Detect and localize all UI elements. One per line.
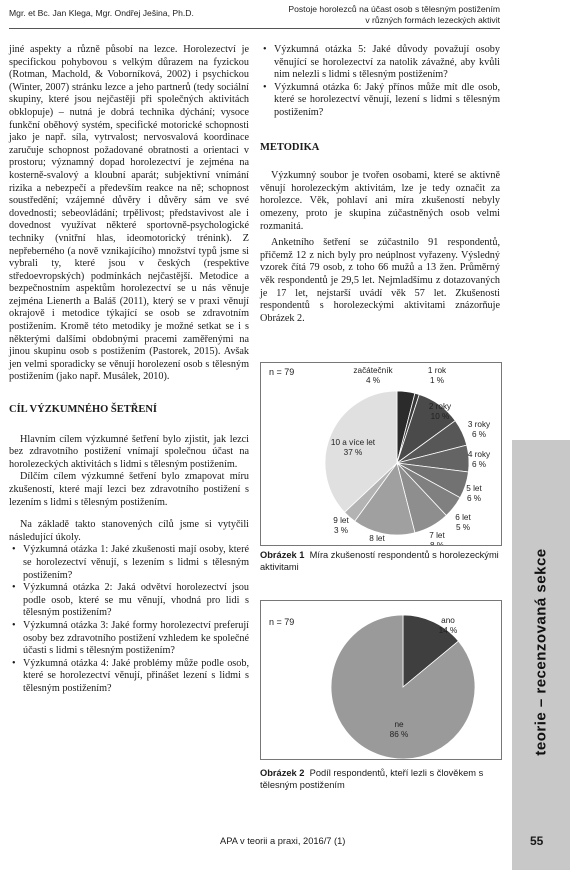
page-number: 55	[530, 834, 544, 848]
slice-value-label	[430, 541, 444, 545]
caption-text: Podíl respondentů, kteří lezli s člověkem s tělesným postižením	[260, 768, 484, 790]
slice-value-label	[368, 544, 387, 545]
paragraph: Anketního šetření se zúčastnilo 91 respondentů, přičemž 12 z nich byly pro neúplnost vyřazeny. Výsledný vzorek čítá 79 osob, z toho 66 mužů a 13 žen. Průměrný věk respondentů je 29,5 let. Nejmladšímu z dotazovaných je 17 let, nejstarší uvádí věk 57 let. Zkušenosti respondentů s horolezeckými aktivitami znázorňuje Obrázek 2.	[260, 237, 500, 324]
slice-value-label: 10 %	[430, 412, 450, 421]
slice-category-label: 5 let	[466, 484, 482, 493]
pie-chart-climbed-with	[261, 601, 501, 759]
slice-value-label: 14 %	[438, 626, 458, 635]
slice-value-label: 37 %	[343, 448, 363, 457]
slice-value-label: 6 %	[471, 460, 487, 469]
caption-label: Obrázek 2	[260, 768, 305, 778]
figure-1-caption	[260, 550, 500, 573]
list-item: • Výzkumná otázka 1: Jaké zkušenosti mají osoby, které se horolezectví věnují, s lezením s lidmi s tělesným postižením?	[23, 544, 249, 582]
section-side-tab	[512, 440, 570, 870]
running-header	[0, 0, 570, 36]
left-column	[9, 44, 249, 696]
slice-value-label: 3 %	[333, 526, 349, 535]
section-heading: CÍL VÝZKUMNÉHO ŠETŘENÍ	[9, 404, 158, 416]
caption-label: Obrázek 1	[260, 550, 305, 560]
slice-category-label: začátečník	[353, 366, 393, 375]
slice-category-label: 8 let	[369, 534, 385, 543]
paragraph: Na základě takto stanovených cílů jsme si vytyčili následující úkoly.	[9, 519, 249, 543]
slice-category-label: 4 roky	[467, 450, 491, 459]
slice-value-label: 1 %	[429, 376, 445, 385]
paragraph: jiné aspekty a různě působí na lezce. Horolezectví je specifickou pohybovou s velkým důrazem na fyzickou (Rotman, Machold, & Voborníková, 2002) i psychickou (Winter, 2007) stránku lezce a jeho partnerů (tedy sociální skupiny, které jsou nejčastěji při společných aktivitách obklopuje) – nutná je dobrá technika dýchání; vysoce funkční oběhový systém, specifické motorické schopnosti jako je např. síla, vytrvalost; nervosvalová koordinace zaručuje schopnost požadované obratnosti a orientaci v prostoru; významný dopad horolezectví je zejména na kosterně-svalový a kloubní aparát; subjektivní vnímání rizika a nebezpečí a především reakce na ně; schopnost soustředění; vzájemné důvěry i důvěry sám ve své dovednosti; sebeovládání; trpělivost; představivost ale i dovednost využívat některé sportovně-psychologické techniky (vnitřní hlas, ideomotorický trénink). Z nepřeberného (a nově vznikajícího) množství typů jsme si vybrali ty, které jsou v českých (respektive středoevropských) podmínkách nejčastější. Metodice a bezpečnostním aspektům horolezectví se u nás věnuje zejména Lienerth a Baláš (2011), který se v praxi věnují okrajově i metodice týkající se osob se zdravotním postižením. Kromě této metodiky je možné setkat se i s některými dalšími obdobnými pracemi zaměřenými na jinou skupinu osob s postižením (Pastorek, 2015). Avšak jen velmi sporadicky se věnují horolezení osob s tělesným postižením (jako např. Musálek, 2010).	[9, 44, 249, 383]
slice-category-label: 1 rok	[427, 366, 447, 375]
slice-value-label: 86 %	[389, 730, 409, 739]
slice-value-label: 6 %	[466, 494, 482, 503]
figure-2-frame	[260, 600, 502, 760]
right-column	[260, 44, 500, 325]
slice-category-label: 9 let	[333, 516, 349, 525]
header-title-line1: Postoje horolezců na účast osob s tělesným postižením	[288, 4, 500, 14]
list-item: • Výzkumná otázka 5: Jaké důvody považují osoby věnující se horolezectví za natolik závažné, aby kvůli nim nelezli s lidmi s tělesným postižením?	[274, 44, 500, 82]
section-heading: METODIKA	[260, 141, 320, 153]
slice-category-label: ne	[394, 720, 404, 729]
slice-value-label: 5 %	[455, 523, 471, 532]
paragraph: Dílčím cílem výzkumné šetření bylo zmapovat míru zkušeností, které mají lezci bez zdravotního postižení s lezením s lidmi s tělesným postižením.	[9, 471, 249, 508]
caption-text: Míra zkušeností respondentů s horolezeckými aktivitami	[260, 550, 499, 572]
journal-citation: APA v teorii a praxi, 2016/7 (1)	[220, 836, 346, 846]
header-authors: Mgr. et Bc. Jan Klega, Mgr. Ondřej Ješina, Ph.D.	[9, 8, 194, 18]
slice-category-label: 2 roky	[428, 402, 452, 411]
paragraph: Výzkumný soubor je tvořen osobami, které se aktivně věnují horolezeckým aktivitám, lze je tedy označit za horolezce. Věk, pohlaví ani míra zkušeností nebyly omezeny, proto je skupina zúčastněných osob velmi rozmanitá.	[260, 170, 500, 232]
figure-1-frame	[260, 362, 502, 546]
list-item: • Výzkumná otázka 4: Jaké problémy může podle osob, které se horolezectví věnují, přinášet lezení s lidmi s tělesným postižením?	[23, 658, 249, 696]
pie-chart-experience	[261, 363, 501, 545]
slice-value-label: 6 %	[471, 430, 487, 439]
slice-category-label: 3 roky	[467, 420, 491, 429]
slice-category-label: ano	[441, 616, 455, 625]
slice-category-label: 7 let	[429, 531, 445, 540]
header-title	[288, 4, 500, 26]
list-item: • Výzkumná otázka 3: Jaké formy horolezectví preferují osoby bez zdravotního postižení vzhledem ke společné účasti s lidmi s tělesným postižením?	[23, 620, 249, 658]
slice-category-label: 10 a více let	[330, 438, 376, 447]
figure-2-caption	[260, 768, 500, 791]
list-item: • Výzkumná otázka 6: Jaký přínos může mít dle osob, které se horolezectví věnují, lezení s lidmi s tělesným postižením?	[274, 82, 500, 120]
sample-size-label: n = 79	[269, 617, 295, 627]
sample-size-label: n = 79	[269, 367, 295, 377]
list-item: • Výzkumná otázka 2: Jaká odvětví horolezectví jsou podle osob, které se mu věnují, vhodná pro lidi s tělesným postižením?	[23, 582, 249, 620]
header-rule	[9, 28, 500, 29]
question-list	[9, 544, 249, 695]
header-title-line2: v různých formách lezeckých aktivit	[365, 15, 500, 25]
slice-value-label: 4 %	[365, 376, 381, 385]
paragraph: Hlavním cílem výzkumné šetření bylo zjistit, jak lezci bez zdravotního postižení vnímají společnou účast na horolezeckých aktivitách s lidmi s tělesným postižením.	[9, 433, 249, 470]
side-tab-label: teorie – recenzovaná sekce	[532, 548, 550, 756]
slice-category-label: 6 let	[455, 513, 471, 522]
question-list	[260, 44, 500, 120]
